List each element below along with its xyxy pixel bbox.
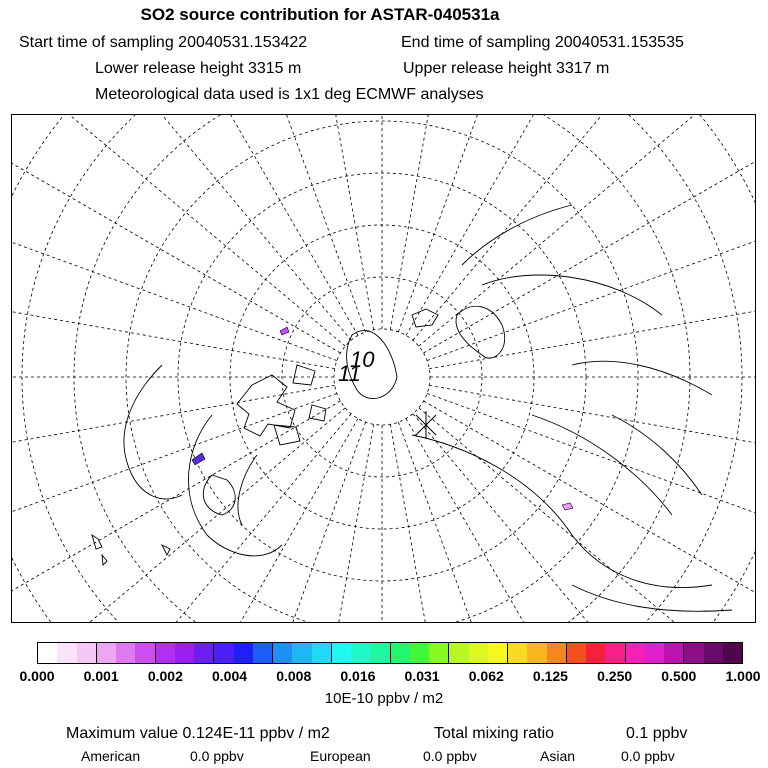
colorbar-segment (57, 643, 76, 663)
meridian-line (260, 115, 373, 330)
meridian-line (424, 115, 756, 353)
max-value: Maximum value 0.124E-11 ppbv / m2 (66, 725, 330, 742)
meridian-line (406, 419, 732, 623)
colorbar-segment (567, 643, 586, 663)
colorbar-segment (175, 643, 194, 663)
colorbar-segment (253, 643, 273, 663)
total-mixing-label: Total mixing ratio (434, 725, 555, 742)
meridian-line (12, 393, 337, 616)
coast-siberia (572, 361, 712, 495)
meridian-line (12, 401, 340, 623)
meridian-line (12, 115, 345, 346)
colorbar-segment (527, 643, 546, 663)
colorbar-segment (273, 643, 292, 663)
colorbar-tick-label: 0.500 (661, 668, 697, 684)
meridian-line (12, 385, 335, 498)
coast-russia-arctic (412, 415, 712, 588)
colorbar-segment (469, 643, 488, 663)
meridian-line (398, 422, 621, 623)
coast-hudson-bay (203, 475, 235, 515)
met-data-note: Meteorological data used is 1x1 deg ECMWF analyses (95, 86, 484, 103)
plot-title: SO2 source contribution for ASTAR-040531a (140, 5, 500, 24)
colorbar-segment (194, 643, 214, 663)
meridian-line (427, 138, 756, 361)
colorbar-segment (684, 643, 703, 663)
meridian-line (32, 115, 358, 335)
graticule (12, 115, 756, 623)
latitude-circle (282, 277, 482, 477)
coast-europe-north (462, 205, 662, 315)
contour-label-2: 10 (350, 347, 375, 372)
meridian-line (427, 393, 756, 616)
colorbar-segment (645, 643, 664, 663)
hotspot-north-america (192, 453, 205, 465)
upper-release-height: Upper release height 3317 m (403, 60, 610, 77)
meridian-line (12, 408, 345, 623)
total-mixing-value: 0.1 ppbv (626, 725, 688, 742)
meridian-line (12, 255, 335, 368)
meridian-line (406, 115, 732, 335)
meridian-line (32, 419, 358, 623)
latitude-circle (230, 225, 534, 529)
meridian-line (413, 115, 756, 340)
region-american-value: 0.0 ppbv (190, 748, 244, 764)
map-labels (338, 347, 375, 386)
colorbar-tick-label: 0.125 (532, 668, 568, 684)
colorbar-segment (234, 643, 253, 663)
region-asian-value: 0.0 ppbv (621, 748, 675, 764)
colorbar-segment (214, 643, 233, 663)
meridian-line (424, 401, 756, 623)
colorbar-segment (547, 643, 567, 663)
latitude-circle (12, 115, 756, 623)
colorbar-segment (429, 643, 449, 663)
meridian-line (143, 422, 366, 623)
map-canvas (12, 115, 756, 623)
colorbar-tick-label: 0.016 (340, 668, 376, 684)
colorbar (37, 642, 743, 664)
colorbar-segment (508, 643, 527, 663)
colorbar-tick-label: 0.062 (468, 668, 504, 684)
colorbar-segment (626, 643, 645, 663)
colorbar-segment (410, 643, 429, 663)
concentration-cells (192, 327, 573, 510)
meridian-line (429, 255, 756, 368)
latitude-circle (12, 115, 756, 623)
colorbar-segment (77, 643, 97, 663)
colorbar-segment (449, 643, 468, 663)
latitude-circle (178, 173, 586, 581)
colorbar-segment (38, 643, 57, 663)
colorbar-segment (351, 643, 370, 663)
station-marker (416, 411, 436, 439)
colorbar-tick-label: 0.000 (19, 668, 55, 684)
region-asian-label: Asian (540, 748, 576, 764)
meridian-line (390, 115, 503, 330)
meridian-line (12, 115, 351, 340)
colorbar-segment (704, 643, 723, 663)
latitude-circle (12, 115, 756, 623)
hotspot-east-asia (562, 503, 573, 510)
colorbar-segment (605, 643, 625, 663)
meridian-line (260, 424, 373, 623)
meridian-line (413, 414, 756, 623)
colorbar-segment (116, 643, 135, 663)
start-time: Start time of sampling 20040531.153422 (19, 34, 308, 51)
colorbar-unit: 10E-10 ppbv / m2 (324, 690, 444, 707)
colorbar-segment (312, 643, 332, 663)
coast-scandinavia (456, 306, 505, 358)
colorbar-tick-label: 0.001 (83, 668, 119, 684)
lower-release-height: Lower release height 3315 m (95, 60, 302, 77)
colorbar-segment (156, 643, 175, 663)
meridian-line (419, 115, 756, 346)
meridian-line (12, 138, 337, 361)
colorbar-tick-label: 0.250 (597, 668, 633, 684)
colorbar-segment (292, 643, 311, 663)
colorbar-segment (391, 643, 410, 663)
coast-alaska (124, 365, 182, 499)
hotspot-greenland-edge (280, 327, 289, 335)
colorbar-tick-label: 0.031 (404, 668, 440, 684)
colorbar-tick-label: 0.004 (212, 668, 248, 684)
colorbar-segment (723, 643, 742, 663)
coast-north-america (188, 415, 282, 556)
region-european-value: 0.0 ppbv (423, 748, 477, 764)
meridian-line (390, 424, 503, 623)
colorbar-segment (135, 643, 155, 663)
end-time: End time of sampling 20040531.153535 (401, 34, 684, 51)
region-european-label: European (310, 748, 371, 764)
colorbar-segment (488, 643, 508, 663)
colorbar-tick-label: 0.008 (276, 668, 312, 684)
region-american-label: American (81, 748, 141, 764)
meridian-line (12, 115, 340, 353)
polar-map (11, 114, 756, 623)
meridian-line (429, 385, 756, 498)
contour-label-1: 11 (338, 361, 361, 386)
colorbar-segment (370, 643, 390, 663)
colorbar-segment (586, 643, 605, 663)
colorbar-segment (97, 643, 116, 663)
colorbar-tick-label: 0.002 (147, 668, 183, 684)
colorbar-segment (332, 643, 351, 663)
colorbar-segment (664, 643, 684, 663)
coast-pacific-islands (92, 535, 170, 565)
colorbar-tick-label: 1.000 (725, 668, 761, 684)
coast-canada-islands (237, 365, 326, 445)
